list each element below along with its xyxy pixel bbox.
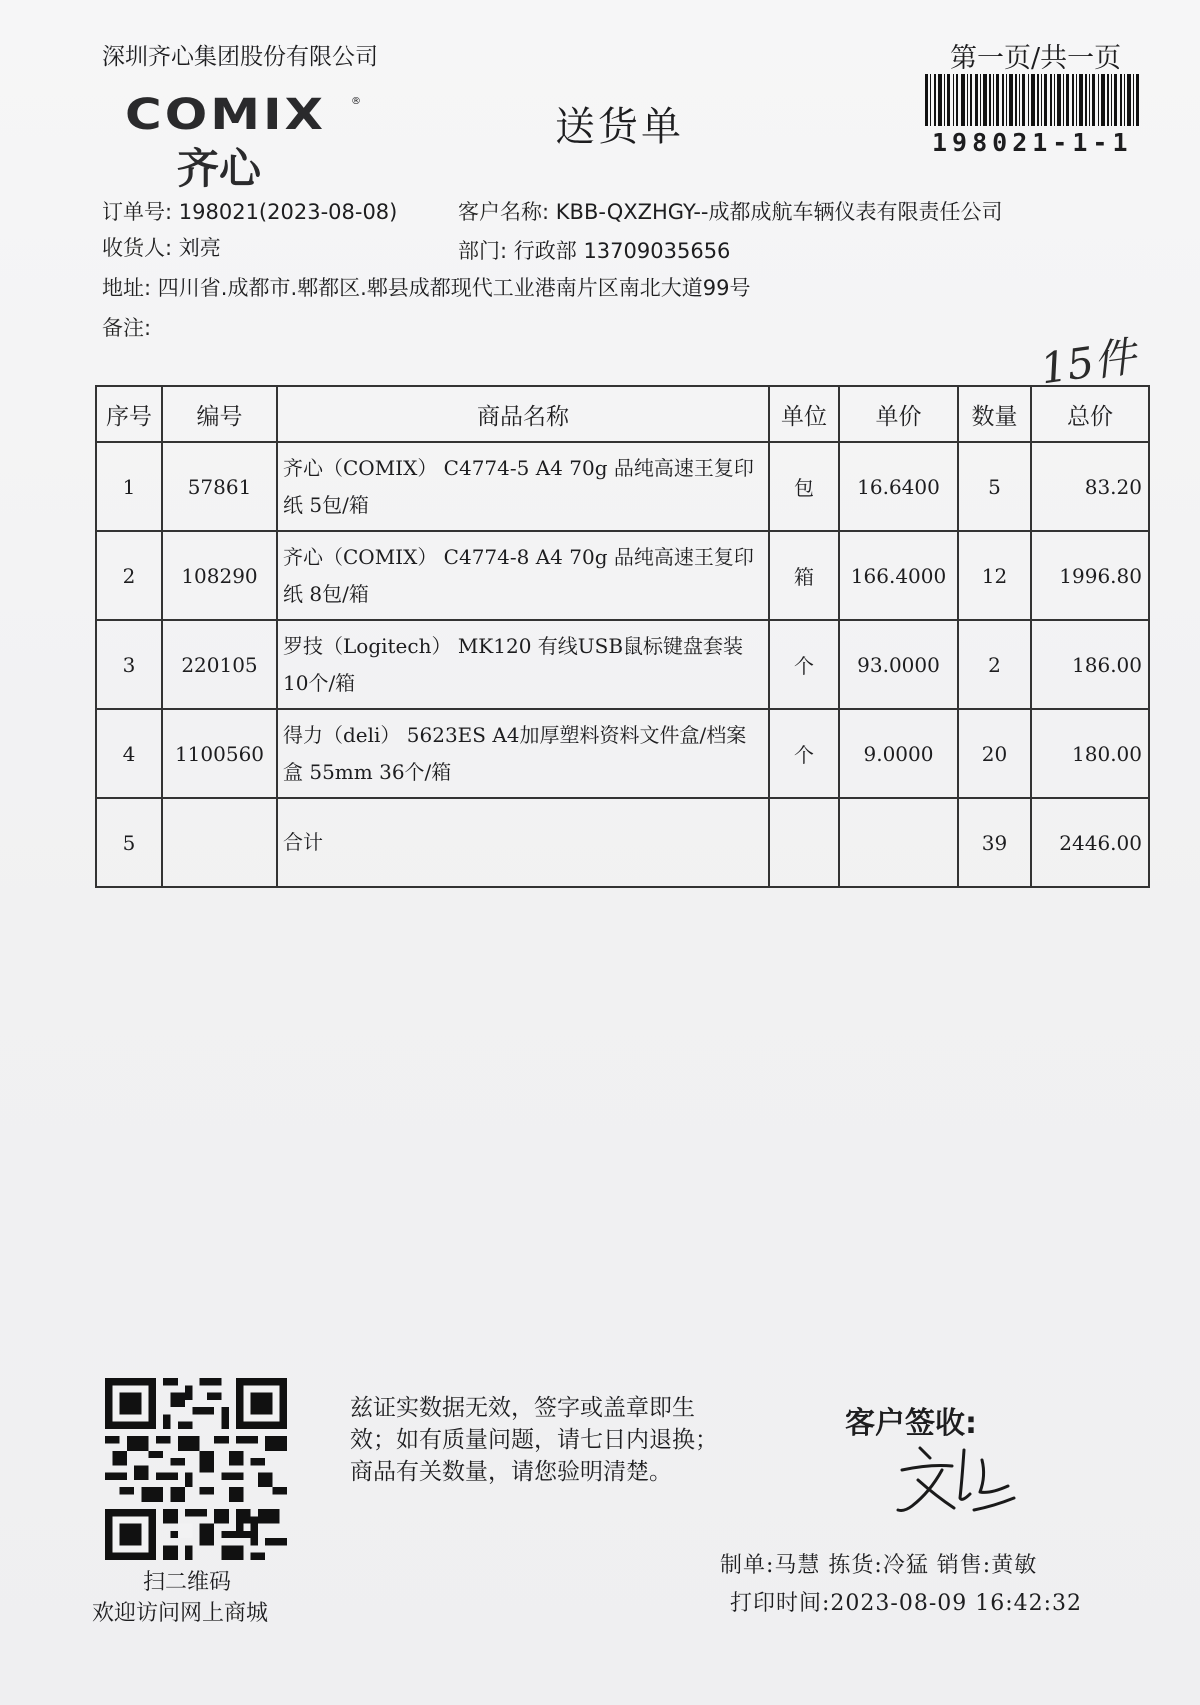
- receiver-name: 刘亮: [178, 236, 221, 260]
- registered-mark: ®: [351, 96, 361, 107]
- customer-name: KBB-QXZHGY--成都成航车辆仪表有限责任公司: [555, 200, 1003, 224]
- handwritten-note: 15件: [1037, 331, 1139, 394]
- table-total-row: [96, 798, 1149, 887]
- table-row: [96, 709, 1149, 798]
- signature-icon: [890, 1440, 1020, 1520]
- cell-name: 得力（deli） 5623ES A4加厚塑料资料文件盒/档案盒 55mm 36个/箱: [277, 709, 769, 798]
- receiver-row: [102, 232, 221, 262]
- notice-text: [350, 1392, 790, 1488]
- cell-seq: 2: [96, 531, 162, 620]
- staff-line: 制单:马慧 拣货:冷猛 销售:黄敏: [720, 1553, 1038, 1578]
- cell-unit: 箱: [769, 531, 839, 620]
- table-row: [96, 620, 1149, 709]
- notice-line: 商品有关数量，请您验明清楚。: [350, 1459, 672, 1485]
- department: 行政部 13709035656: [513, 239, 731, 263]
- cell-name: 罗技（Logitech） MK120 有线USB鼠标键盘套装 10个/箱: [277, 620, 769, 709]
- cell-name: 齐心（COMIX） C4774-8 A4 70g 品纯高速王复印纸 8包/箱: [277, 531, 769, 620]
- cell-seq: 4: [96, 709, 162, 798]
- company-name: 深圳齐心集团股份有限公司: [102, 44, 378, 70]
- qr-code-icon: [105, 1378, 287, 1560]
- cell-qty: 5: [958, 442, 1031, 531]
- order-number-row: [102, 196, 397, 226]
- notice-line: 兹证实数据无效，签字或盖章即生: [350, 1395, 695, 1421]
- header-name: 商品名称: [277, 386, 769, 442]
- address-row: [102, 272, 751, 302]
- cell-name: 合计: [277, 798, 769, 887]
- table-row: [96, 531, 1149, 620]
- qr-caption-mall: 欢迎访问网上商城: [92, 1601, 269, 1626]
- logo-word: COMIX: [125, 90, 327, 140]
- cell-seq: 5: [96, 798, 162, 887]
- header-total: 总价: [1031, 386, 1149, 442]
- cell-price: 16.6400: [839, 442, 958, 531]
- cell-code: 1100560: [162, 709, 277, 798]
- header-seq: 序号: [96, 386, 162, 442]
- cell-code: [162, 798, 277, 887]
- cell-price: 9.0000: [839, 709, 958, 798]
- cell-code: 108290: [162, 531, 277, 620]
- header-unit: 单位: [769, 386, 839, 442]
- print-time: 打印时间:2023-08-09 16:42:32: [730, 1591, 1083, 1616]
- header-qty: 数量: [958, 386, 1031, 442]
- receiver-label: 收货人:: [102, 236, 173, 260]
- cell-code: 57861: [162, 442, 277, 531]
- department-row: [458, 235, 730, 265]
- cell-total: 2446.00: [1031, 798, 1149, 887]
- cell-unit: [769, 798, 839, 887]
- notice-line: 效；如有质量问题，请七日内退换；: [350, 1427, 718, 1453]
- cell-unit: 个: [769, 620, 839, 709]
- customer-label: 客户名称:: [458, 200, 550, 224]
- order-number: 198021(2023-08-08): [178, 200, 398, 224]
- address-label: 地址:: [102, 276, 152, 300]
- cell-total: 180.00: [1031, 709, 1149, 798]
- cell-code: 220105: [162, 620, 277, 709]
- cell-qty: 12: [958, 531, 1031, 620]
- cell-total: 83.20: [1031, 442, 1149, 531]
- page-info: 第一页/共一页: [950, 43, 1122, 74]
- items-table: [95, 385, 1150, 888]
- cell-qty: 39: [958, 798, 1031, 887]
- cell-price: 93.0000: [839, 620, 958, 709]
- table-header-row: [96, 386, 1149, 442]
- header-price: 单价: [839, 386, 958, 442]
- cell-price: [839, 798, 958, 887]
- order-number-label: 订单号:: [102, 200, 173, 224]
- remark-label: 备注:: [102, 316, 152, 340]
- cell-unit: 包: [769, 442, 839, 531]
- cell-qty: 2: [958, 620, 1031, 709]
- comix-logo: [125, 90, 361, 193]
- cell-total: 1996.80: [1031, 531, 1149, 620]
- customer-row: [458, 196, 1003, 226]
- qr-caption: 扫二维码: [143, 1570, 232, 1595]
- document-title: 送货单: [555, 104, 684, 150]
- barcode-number: 198021-1-1: [932, 128, 1133, 157]
- table-row: [96, 442, 1149, 531]
- barcode-icon: [925, 74, 1141, 126]
- cell-name: 齐心（COMIX） C4774-5 A4 70g 品纯高速王复印纸 5包/箱: [277, 442, 769, 531]
- cell-qty: 20: [958, 709, 1031, 798]
- header-code: 编号: [162, 386, 277, 442]
- customer-sign-label: 客户签收:: [845, 1406, 977, 1441]
- cell-price: 166.4000: [839, 531, 958, 620]
- cell-unit: 个: [769, 709, 839, 798]
- address: 四川省.成都市.郫都区.郫县成都现代工业港南片区南北大道99号: [157, 276, 751, 300]
- remark-row: [102, 312, 151, 342]
- logo-cn: 齐心: [177, 144, 262, 193]
- cell-total: 186.00: [1031, 620, 1149, 709]
- department-label: 部门:: [458, 239, 508, 263]
- cell-seq: 3: [96, 620, 162, 709]
- cell-seq: 1: [96, 442, 162, 531]
